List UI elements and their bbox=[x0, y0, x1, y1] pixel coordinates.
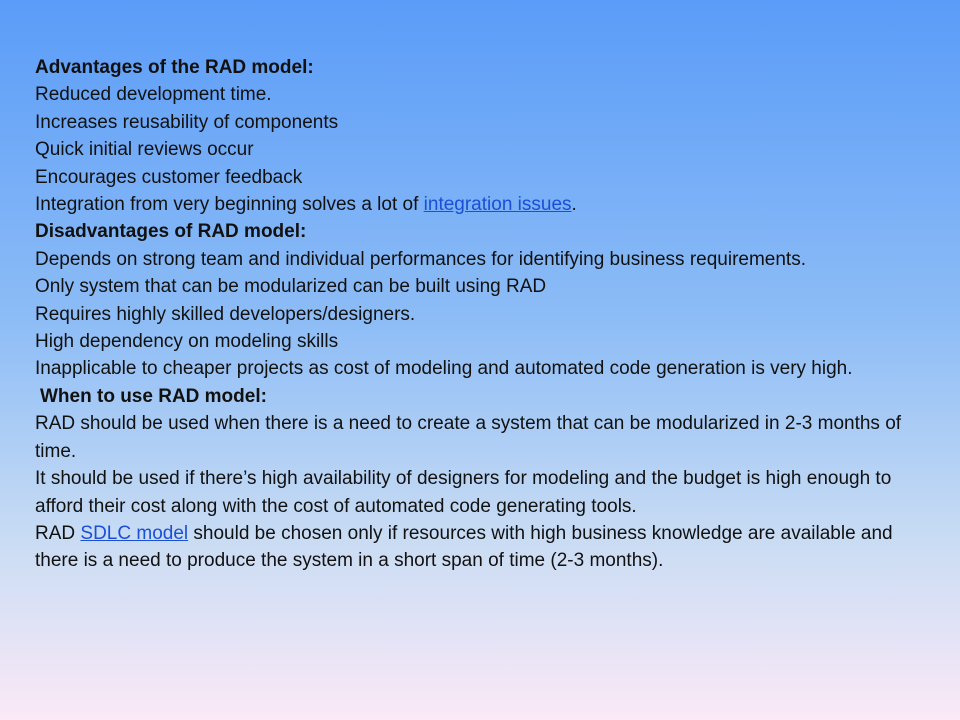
sdlc-prefix: RAD bbox=[35, 522, 81, 544]
disadvantage-item: Depends on strong team and individual performances for identifying business requirements. bbox=[35, 248, 806, 270]
when-to-use-item: It should be used if there’s high availability of designers for modeling and the budget is high enough to afford their cost along with the cost of automated code generating tools. bbox=[35, 468, 892, 517]
disadvantage-item: Only system that can be modularized can be built using RAD bbox=[35, 276, 547, 298]
disadvantage-item: Requires highly skilled developers/designers. bbox=[35, 303, 416, 325]
sdlc-suffix: should be chosen only if resources with high business knowledge are available and there is a need to produce the system in a short span of time (2-3 months). bbox=[35, 522, 893, 572]
advantage-item: Reduced development time. bbox=[35, 84, 272, 106]
integration-issues-link[interactable]: integration issues bbox=[423, 194, 572, 216]
disadvantages-heading: Disadvantages of RAD model: bbox=[35, 221, 307, 243]
slide-content bbox=[35, 54, 935, 575]
when-to-use-heading: When to use RAD model: bbox=[40, 385, 267, 407]
disadvantage-item: High dependency on modeling skills bbox=[35, 331, 339, 353]
advantage-item-integration bbox=[35, 191, 935, 218]
disadvantage-item: Inapplicable to cheaper projects as cost of modeling and automated code generation is very high. bbox=[35, 358, 853, 380]
advantage-item: Increases reusability of components bbox=[35, 111, 339, 133]
integration-prefix: Integration from very beginning solves a lot of bbox=[35, 194, 424, 216]
when-to-use-item: RAD should be used when there is a need to create a system that can be modularized in 2-3 months of time. bbox=[35, 413, 902, 462]
advantage-item: Quick initial reviews occur bbox=[35, 139, 254, 161]
advantages-heading: Advantages of the RAD model: bbox=[35, 57, 314, 78]
when-to-use-item-sdlc bbox=[35, 520, 935, 575]
integration-suffix: . bbox=[571, 194, 577, 216]
advantage-item: Encourages customer feedback bbox=[35, 166, 303, 188]
sdlc-model-link[interactable]: SDLC model bbox=[80, 522, 189, 544]
